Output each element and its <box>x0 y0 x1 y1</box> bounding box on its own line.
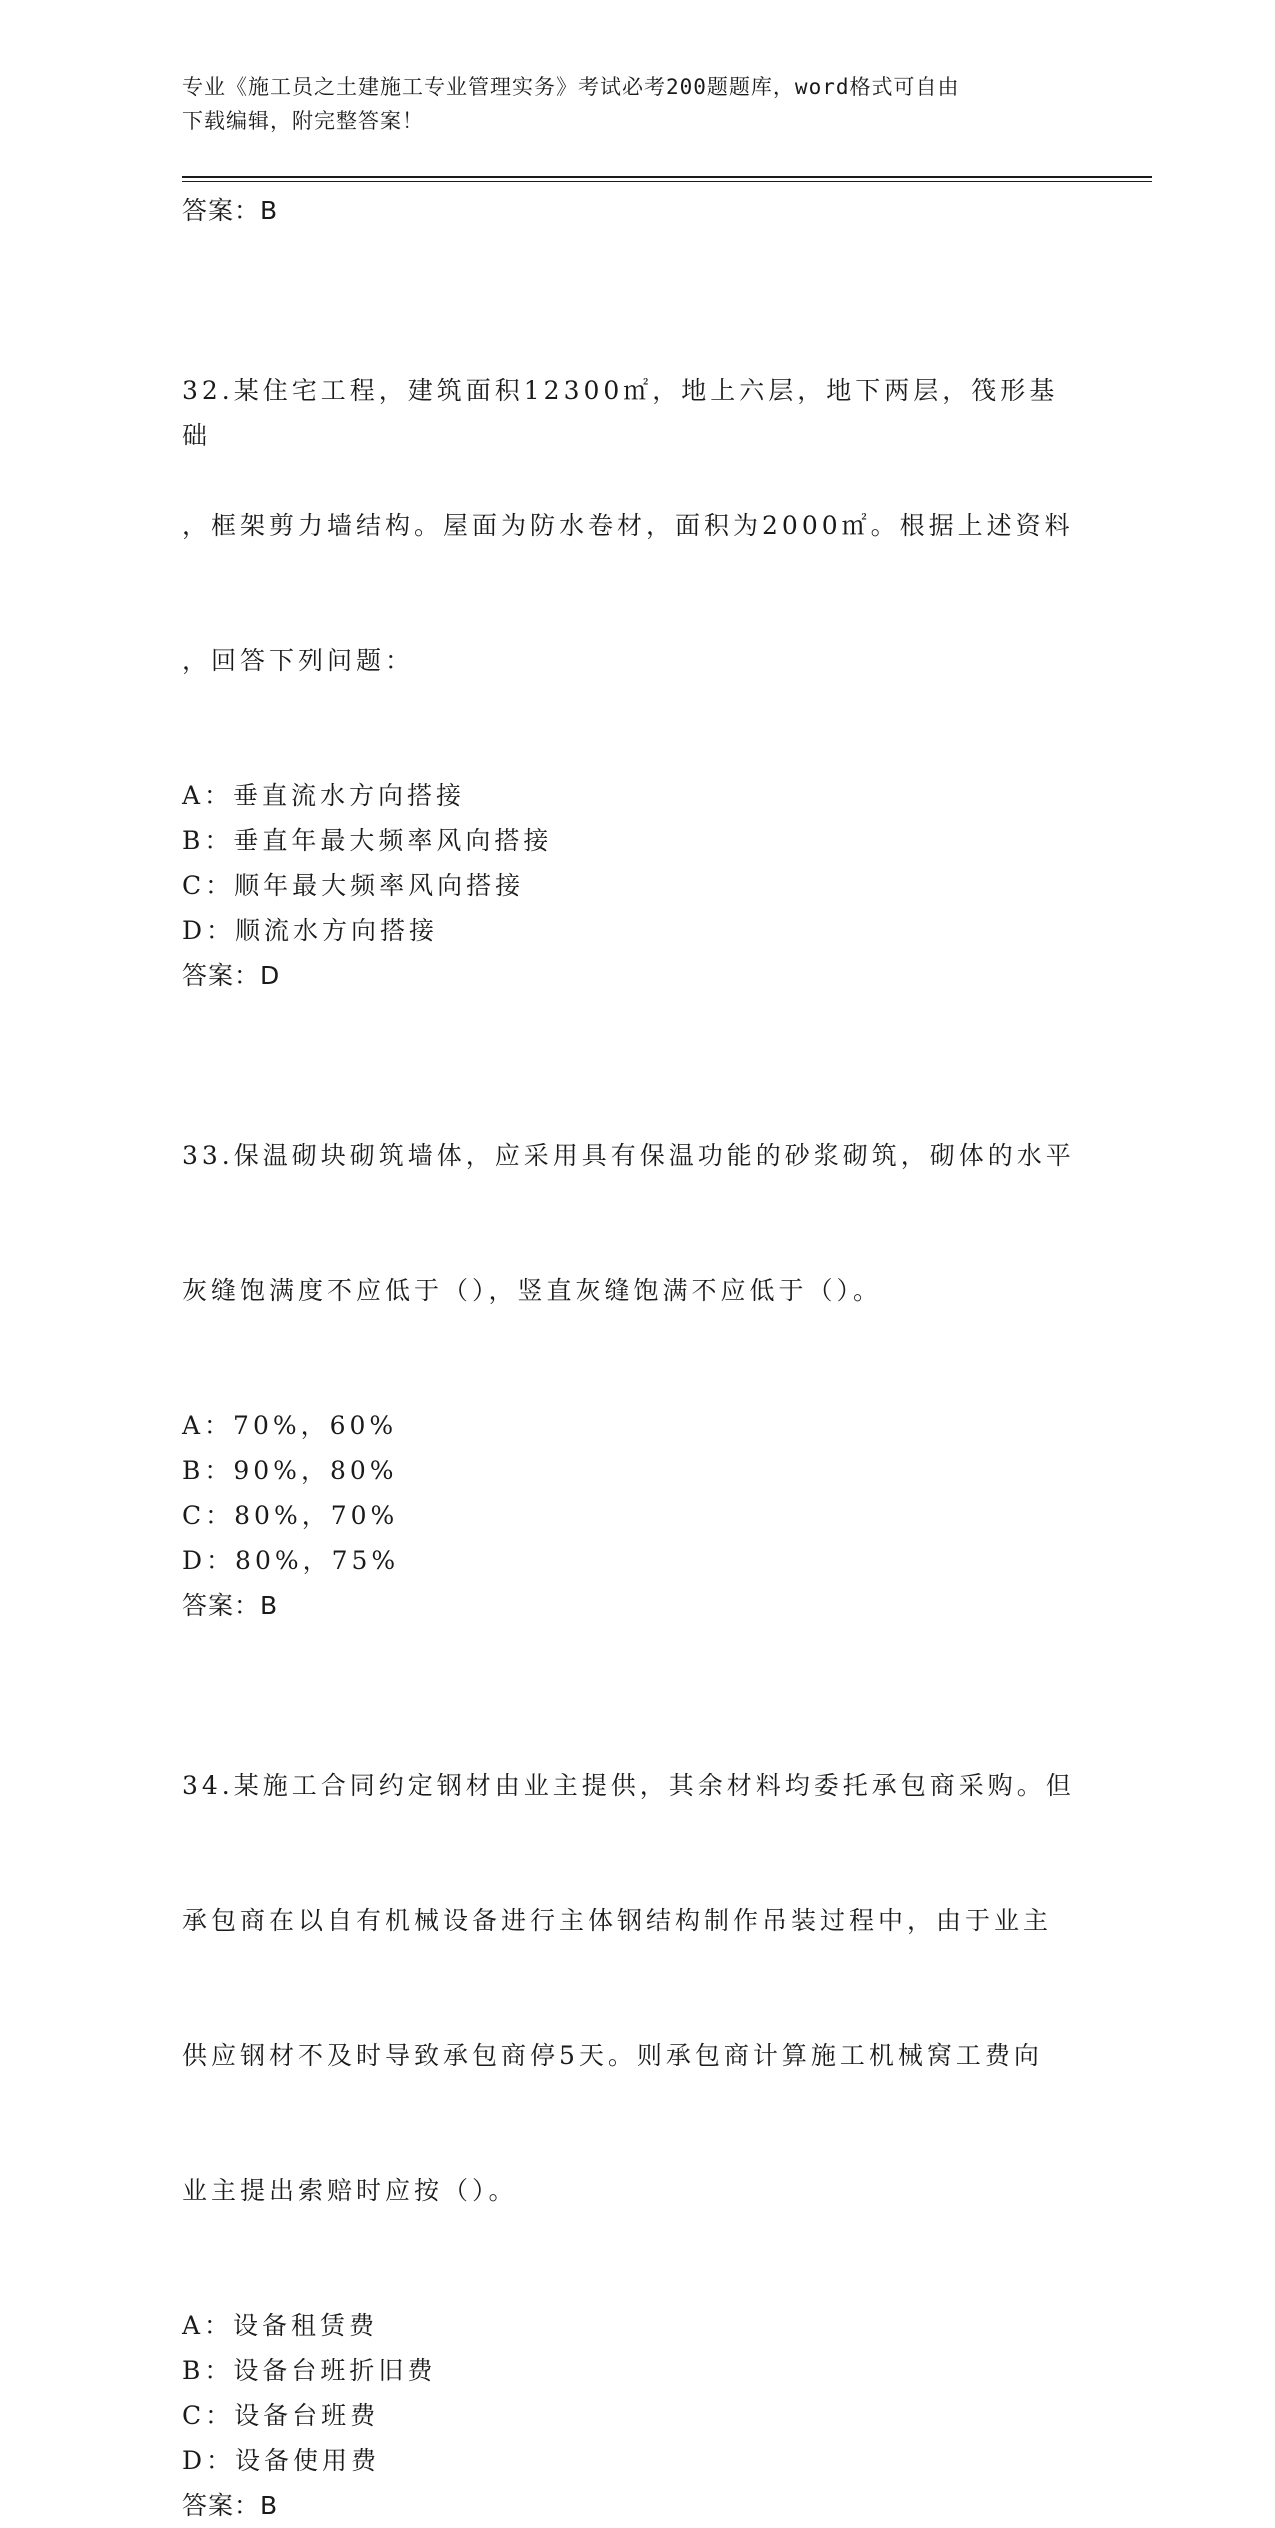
option-b: B：垂直年最大频率风向搭接 <box>182 826 553 855</box>
document-header <box>182 70 1062 138</box>
question-list <box>182 188 1082 2528</box>
header-divider <box>182 176 1152 178</box>
question-block <box>182 278 1082 998</box>
question-text <box>182 1673 1082 2303</box>
option-d: D：顺流水方向搭接 <box>182 916 439 945</box>
option-c: C：设备台班费 <box>182 2401 380 2430</box>
question-block <box>182 1673 1082 2528</box>
question-text <box>182 1043 1082 1403</box>
option-a: A：垂直流水方向搭接 <box>182 781 466 810</box>
option-d: D：设备使用费 <box>182 2446 381 2475</box>
question-block <box>182 1043 1082 1628</box>
question-text-line: 供应钢材不及时导致承包商停5天。则承包商计算施工机械窝工费向 <box>182 2041 1043 2070</box>
question-text-line: ，框架剪力墙结构。屋面为防水卷材，面积为2000㎡。根据上述资料 <box>182 511 1074 540</box>
answer-line: 答案：B <box>182 196 279 225</box>
question-text-line: ，回答下列问题： <box>182 646 415 675</box>
header-line-1: 专业《施工员之土建施工专业管理实务》考试必考200题题库，word格式可自由 <box>182 75 960 99</box>
option-d: D：80%，75% <box>182 1546 400 1575</box>
question-text-line: 33.保温砌块砌筑墙体，应采用具有保温功能的砂浆砌筑，砌体的水平 <box>182 1141 1075 1170</box>
option-a: A：设备租赁费 <box>182 2311 379 2340</box>
header-line-2: 下载编辑，附完整答案！ <box>182 109 424 133</box>
option-b: B：90%，80% <box>182 1456 398 1485</box>
option-c: C：80%，70% <box>182 1501 399 1530</box>
answer-line: 答案：D <box>182 961 281 990</box>
answer-line: 答案：B <box>182 1591 279 1620</box>
question-text <box>182 278 1082 773</box>
answer-line: 答案：B <box>182 2491 279 2520</box>
question-text-line: 业主提出索赔时应按（）。 <box>182 2176 518 2205</box>
question-text-line: 34.某施工合同约定钢材由业主提供，其余材料均委托承包商采购。但 <box>182 1771 1075 1800</box>
question-text-line: 承包商在以自有机械设备进行主体钢结构制作吊装过程中，由于业主 <box>182 1906 1053 1935</box>
header-divider-thin <box>182 181 1152 182</box>
option-b: B：设备台班折旧费 <box>182 2356 437 2385</box>
option-c: C：顺年最大频率风向搭接 <box>182 871 525 900</box>
question-text-line: 32.某住宅工程，建筑面积12300㎡，地上六层，地下两层，筏形基础 <box>182 376 1059 450</box>
spacer <box>182 233 1082 278</box>
spacer <box>182 1628 1082 1673</box>
question-text-line: 灰缝饱满度不应低于（），竖直灰缝饱满不应低于（）。 <box>182 1276 883 1305</box>
option-a: A：70%，60% <box>182 1411 398 1440</box>
spacer <box>182 998 1082 1043</box>
